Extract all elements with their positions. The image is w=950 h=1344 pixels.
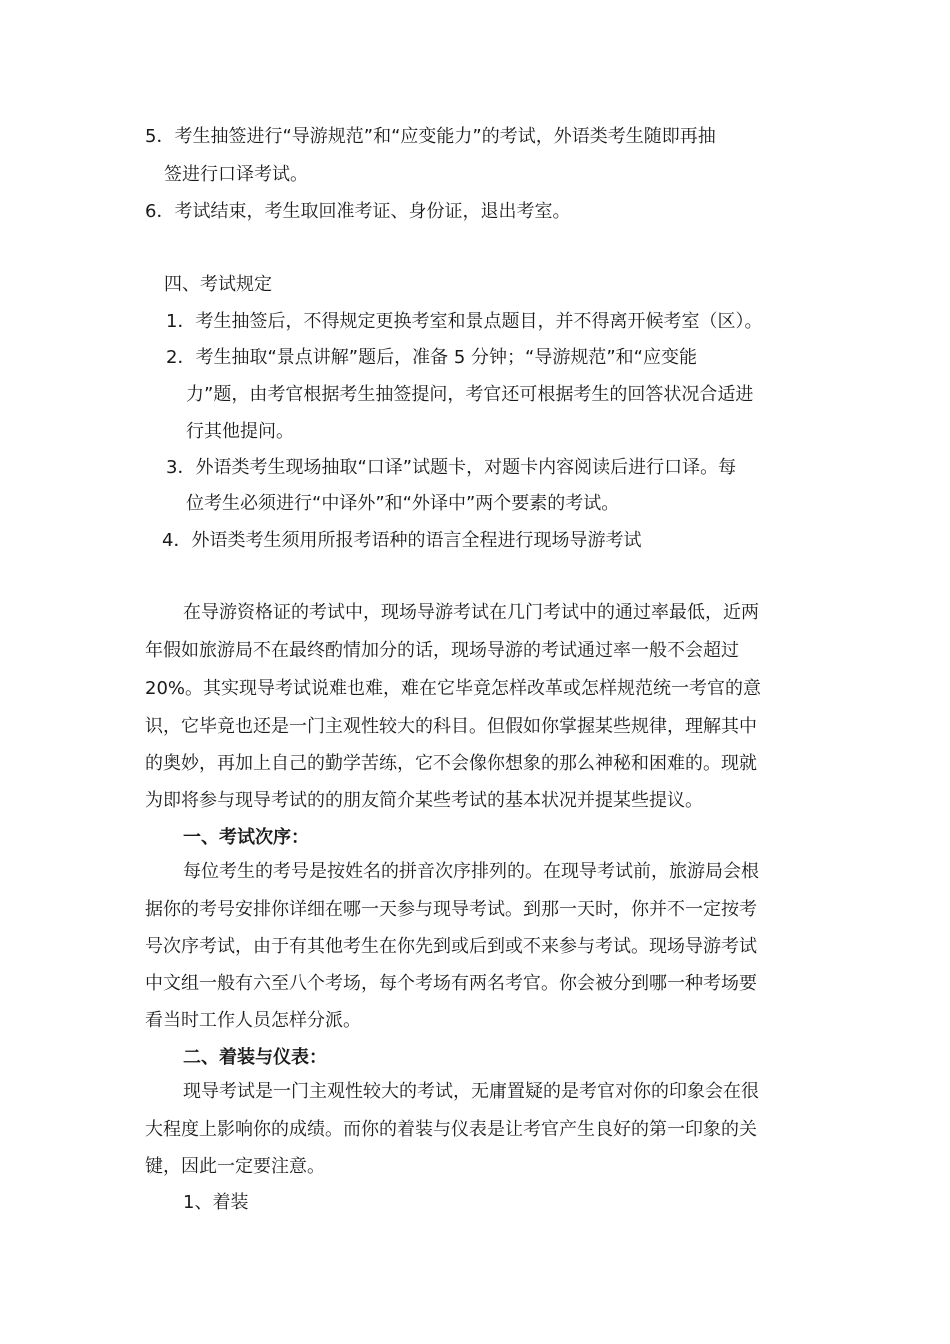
section-1-line-2: 据你的考号安排你详细在哪一天参与现导考试。到那一天时，你并不一定按考 <box>145 899 757 920</box>
procedure-item-5-line-2: 签进行口译考试。 <box>164 164 308 185</box>
procedure-item-6: 6．考试结束，考生取回准考证、身份证，退出考室。 <box>145 201 571 222</box>
rules-item-2-line-2: 力”题，由考官根据考生抽签提问，考官还可根据考生的回答状况合适进 <box>186 384 754 405</box>
rules-heading: 四、考试规定 <box>164 274 272 295</box>
intro-line-2: 年假如旅游局不在最终酌情加分的话，现场导游的考试通过率一般不会超过 <box>145 640 739 661</box>
rules-item-2-line-1: 2．考生抽取“景点讲解”题后，准备 5 分钟；“导游规范”和“应变能 <box>166 347 697 368</box>
intro-line-6: 为即将参与现导考试的的朋友简介某些考试的基本状况并提某些提议。 <box>145 790 703 811</box>
section-1-heading: 一、考试次序： <box>183 827 309 848</box>
intro-line-4: 识，它毕竟也还是一门主观性较大的科目。但假如你掌握某些规律，理解其中 <box>145 716 757 737</box>
section-2-heading: 二、着装与仪表： <box>183 1047 327 1068</box>
section-2-sub-1: 1、着装 <box>183 1192 249 1213</box>
intro-line-3: 20%。其实现导考试说难也难，难在它毕竟怎样改革或怎样规范统一考官的意 <box>145 678 762 699</box>
section-1-line-1: 每位考生的考号是按姓名的拼音次序排列的。在现导考试前，旅游局会根 <box>183 861 759 882</box>
rules-item-3-line-2: 位考生必须进行“中译外”和“外译中”两个要素的考试。 <box>186 493 620 514</box>
procedure-item-5-line-1: 5．考生抽签进行“导游规范”和“应变能力”的考试，外语类考生随即再抽 <box>145 126 716 147</box>
section-2-line-1: 现导考试是一门主观性较大的考试，无庸置疑的是考官对你的印象会在很 <box>183 1081 759 1102</box>
intro-line-5: 的奥妙，再加上自己的勤学苦练，它不会像你想象的那么神秘和困难的。现就 <box>145 753 757 774</box>
rules-item-1: 1．考生抽签后，不得规定更换考室和景点题目，并不得离开候考室（区）。 <box>166 311 763 332</box>
section-2-line-3: 键，因此一定要注意。 <box>145 1156 325 1177</box>
rules-item-3-line-1: 3．外语类考生现场抽取“口译”试题卡，对题卡内容阅读后进行口译。每 <box>166 457 737 478</box>
section-2-line-2: 大程度上影响你的成绩。而你的着装与仪表是让考官产生良好的第一印象的关 <box>145 1119 757 1140</box>
section-1-line-3: 号次序考试，由于有其他考生在你先到或后到或不来参与考试。现场导游考试 <box>145 936 757 957</box>
section-1-line-4: 中文组一般有六至八个考场，每个考场有两名考官。你会被分到哪一种考场要 <box>145 973 757 994</box>
rules-item-4: 4．外语类考生须用所报考语种的语言全程进行现场导游考试 <box>162 530 642 551</box>
rules-item-2-line-3: 行其他提问。 <box>186 421 294 442</box>
intro-line-1: 在导游资格证的考试中，现场导游考试在几门考试中的通过率最低，近两 <box>183 602 759 623</box>
section-1-line-5: 看当时工作人员怎样分派。 <box>145 1010 361 1031</box>
